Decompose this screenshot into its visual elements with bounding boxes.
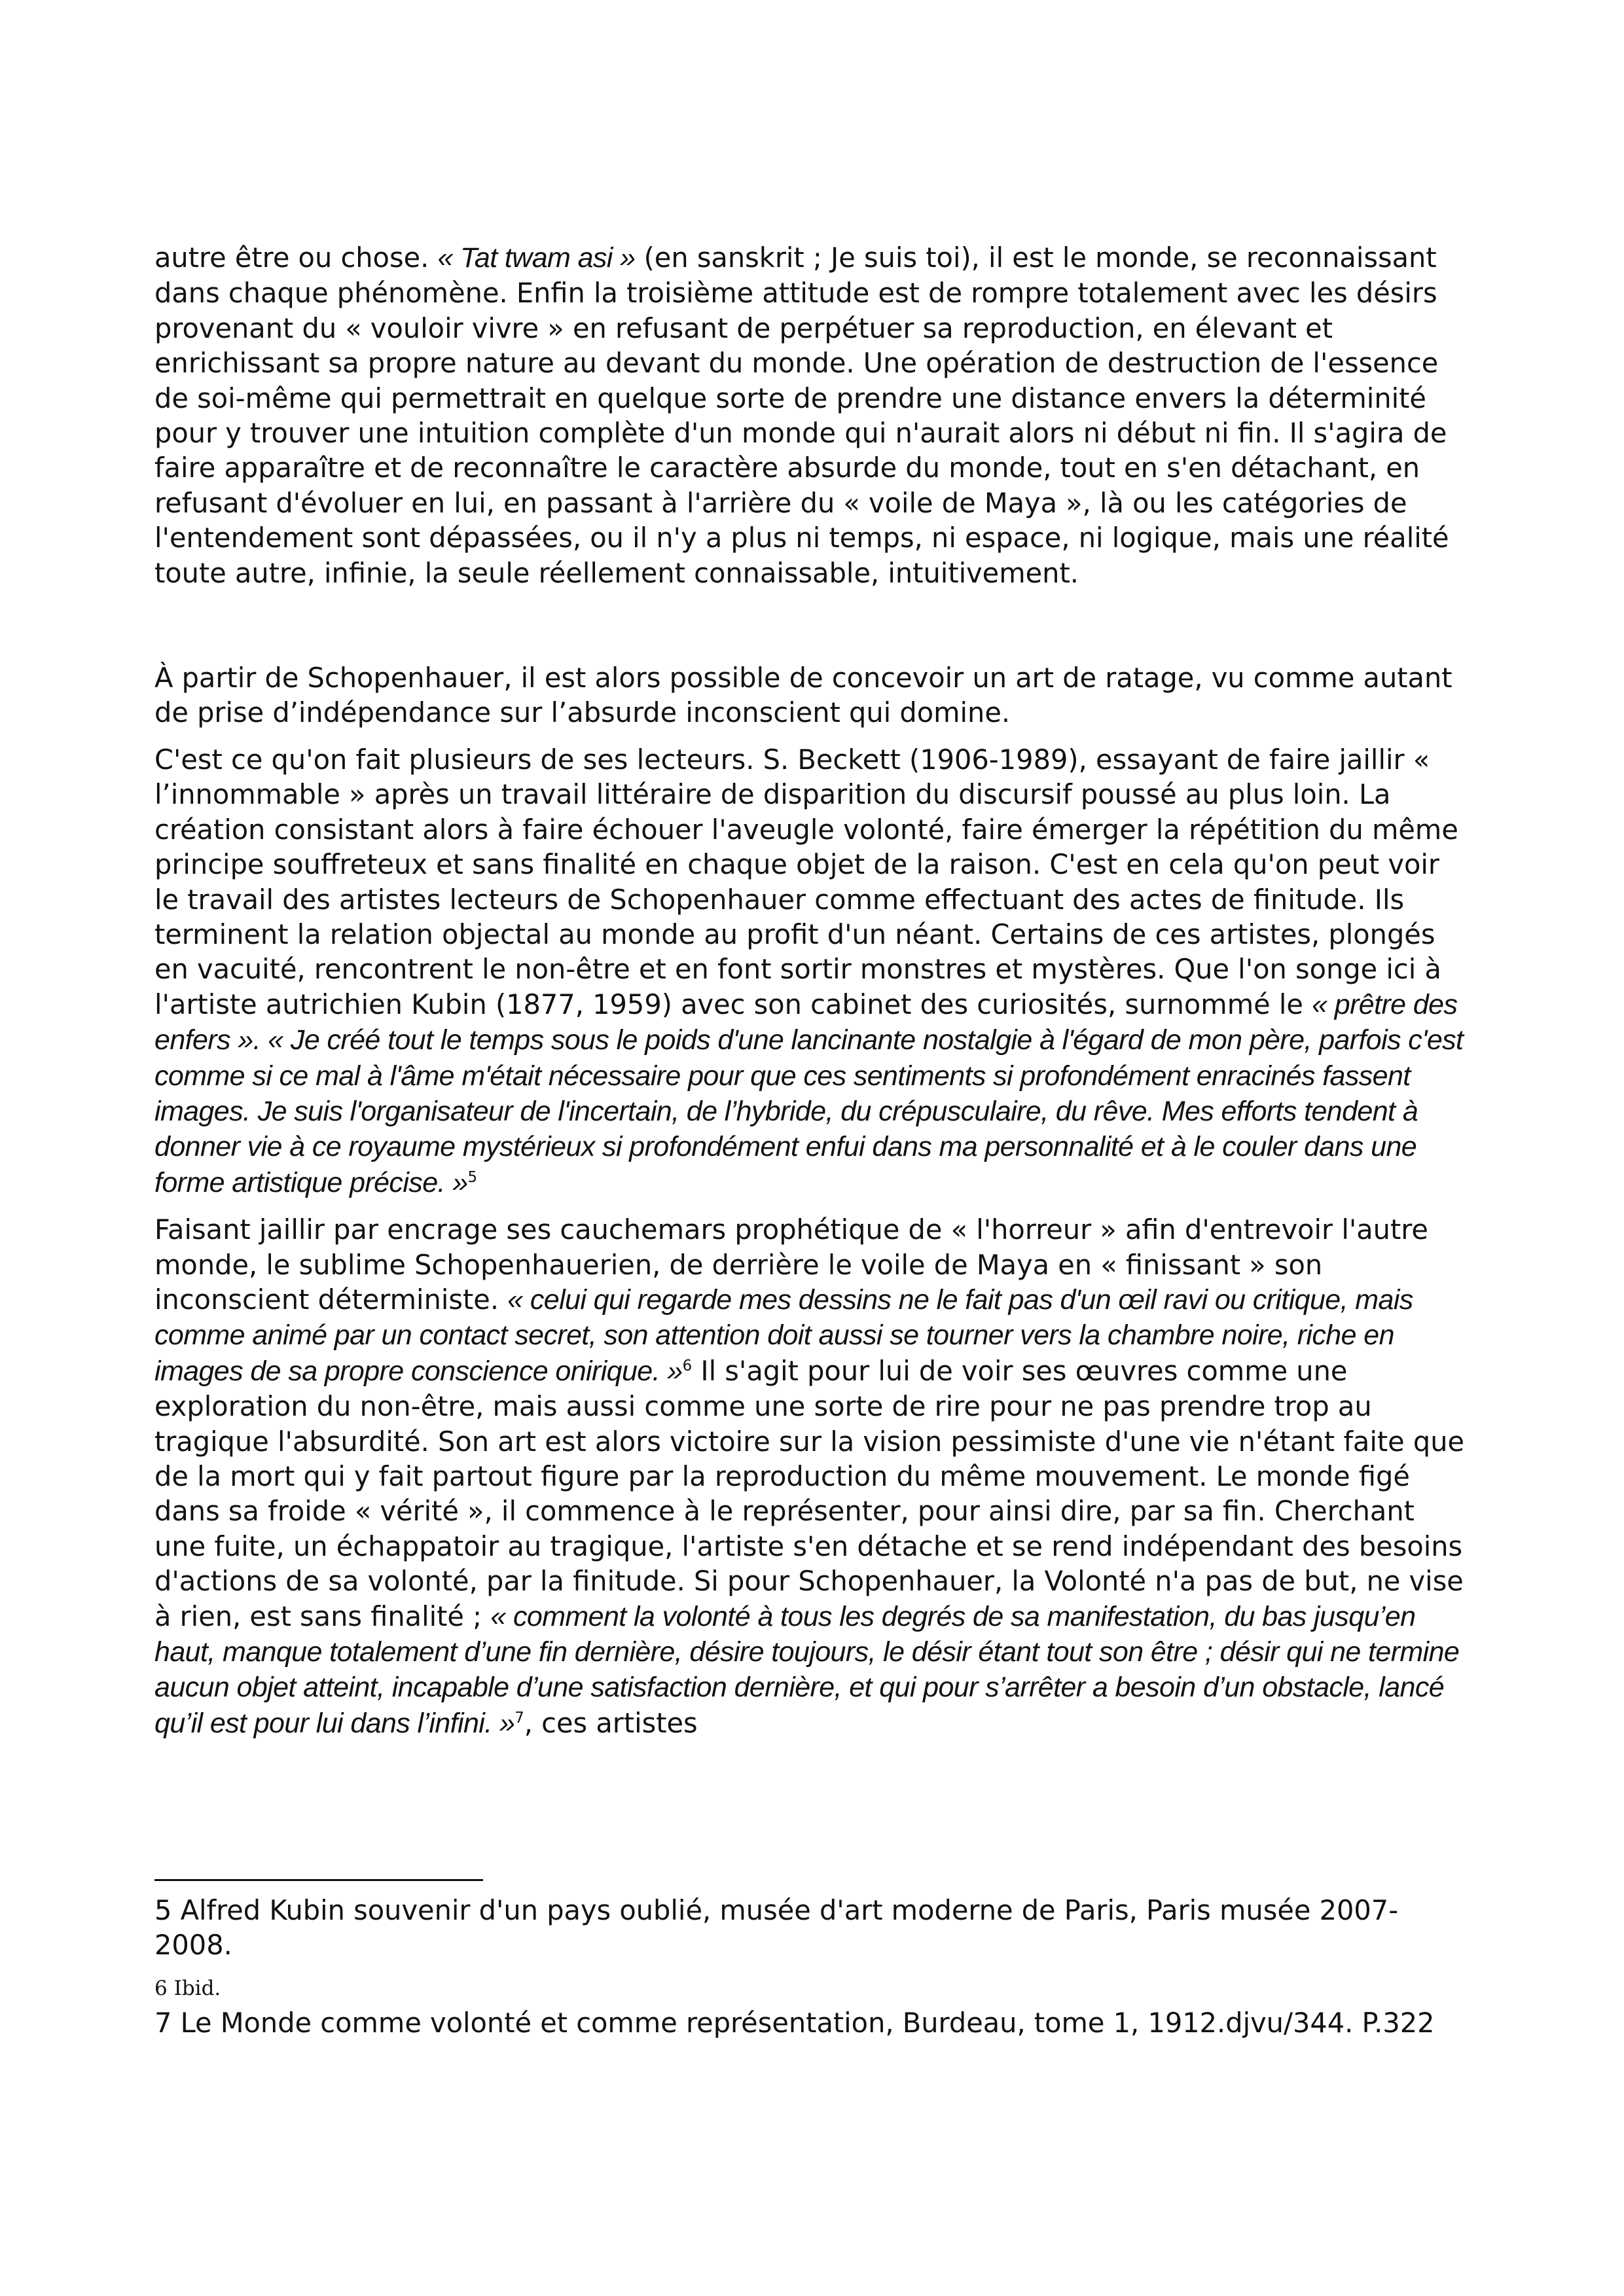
footnote-7: 7 Le Monde comme volonté et comme représentation, Burdeau, tome 1, 1912.djvu/344. P.322	[154, 2007, 1435, 2039]
pretre-des-enfers-quote: « prêtre des enfers ».	[154, 988, 1458, 1056]
footnote-ref-6[interactable]: 6	[682, 1357, 693, 1374]
paragraph-1-lead: autre être ou chose.	[154, 242, 438, 274]
paragraph-1	[154, 240, 1470, 590]
paragraph-3-body: C'est ce qu'on fait plusieurs de ses lecteurs. S. Beckett (1906-1989), essayant de faire jaillir « l’innommable » après un travail littéraire de disparition du discursif poussé au plus loin. La création consistant alors à faire échouer l'aveugle volonté, faire émerger la répétition du même principe souffreteux et sans finalité en chaque objet de la raison. C'est en cela qu'on peut voir le travail des artistes lecteurs de Schopenhauer comme effectuant des actes de finitude. Ils terminent la relation objectal au monde au profit d'un néant. Certains de ces artistes, plongés en vacuité, rencontrent le non-être et en font sortir monstres et mystères. Que l'on songe ici à l'artiste autrichien Kubin (1877, 1959) avec son cabinet des curiosités, surnommé le	[154, 743, 1458, 1020]
tat-twam-asi-quote: « Tat twam asi »	[437, 242, 636, 274]
paragraph-4	[154, 1212, 1470, 1741]
paragraph-3	[154, 742, 1470, 1200]
footnote-separator	[154, 1879, 483, 1881]
page-body	[154, 240, 1470, 1741]
footnote-6: 6 Ibid.	[154, 1977, 221, 2000]
paragraph-spacer	[154, 590, 1470, 660]
paragraph-spacer	[154, 1200, 1470, 1212]
footnote-ref-7[interactable]: 7	[514, 1710, 524, 1727]
paragraph-2: À partir de Schopenhauer, il est alors possible de concevoir un art de ratage, vu comme autant de prise d’indépendance sur l’absurde inconscient qui domine.	[154, 662, 1453, 729]
paragraph-4-body-1: Faisant jaillir par encrage ses cauchemars prophétique de « l'horreur » afin d'entrevoir l'autre monde, le sublime Schopenhauerien, de derrière le voile de Maya en « finissant » son inconscient déterministe.	[154, 1213, 1428, 1316]
kubin-quote: « Je créé tout le temps sous le poids d'une lancinante nostalgie à l'égard de mon père, parfois c'est comme si ce mal à l'âme m'était nécessaire pour que ces sentiments si profondément enracinés fassent images. Je suis l'organisateur de l'incertain, de l’hybride, du crépusculaire, du rêve. Mes efforts tendent à donner vie à ce royaume mystérieux si profondément enfui dans ma personnalité et à le couler dans une forme artistique précise. »	[154, 1024, 1464, 1198]
footnotes	[154, 1879, 1470, 2040]
footnote-5: 5 Alfred Kubin souvenir d'un pays oublié, musée d'art moderne de Paris, Paris musée 2007-2008.	[154, 1894, 1399, 1961]
footnote-ref-5[interactable]: 5	[467, 1168, 478, 1186]
paragraph-4-body-3: , ces artistes	[524, 1706, 698, 1739]
volonte-quote: « comment la volonté à tous les degrés de sa manifestation, du bas jusqu’en haut, manque totalement d’une fin dernière, désire toujours, le désir étant tout son être ; désir qui ne termine aucun objet atteint, incapable d’une satisfaction dernière, et qui pour s’arrêter a besoin d’un obstacle, lancé qu’il est pour lui dans l’infini. »	[154, 1600, 1460, 1739]
paragraph-4-body-2: Il s'agit pour lui de voir ses œuvres comme une exploration du non-être, mais aussi comme une sorte de rire pour ne pas prendre trop au tragique l'absurdité. Son art est alors victoire sur la vision pessimiste d'une vie n'étant faite que de la mort qui y fait partout figure par la reproduction du même mouvement. Le monde figé dans sa froide « vérité », il commence à le représenter, pour ainsi dire, par sa fin. Cherchant une fuite, un échappatoir au tragique, l'artiste s'en détache et se rend indépendant des besoins d'actions de sa volonté, par la finitude. Si pour Schopenhauer, la Volonté n'a pas de but, ne vise à rien, est sans finalité ;	[154, 1354, 1465, 1632]
paragraph-spacer	[154, 730, 1470, 742]
dessins-quote: « celui qui regarde mes dessins ne le fait pas d'un œil ravi ou critique, mais comme animé par un contact secret, son attention doit aussi se tourner vers la chambre noire, riche en images de sa propre conscience onirique. »	[154, 1283, 1413, 1387]
paragraph-1-body: (en sanskrit ; Je suis toi), il est le monde, se reconnaissant dans chaque phénomène. Enfin la troisième attitude est de rompre totalement avec les désirs provenant du « vouloir vivre » en refusant de perpétuer sa reproduction, en élevant et enrichissant sa propre nature au devant du monde. Une opération de destruction de l'essence de soi-même qui permettrait en quelque sorte de prendre une distance envers la déterminité pour y trouver une intuition complète d'un monde qui n'aurait alors ni début ni fin. Il s'agira de faire apparaître et de reconnaître le caractère absurde du monde, tout en s'en détachant, en refusant d'évoluer en lui, en passant à l'arrière du « voile de Maya », là ou les catégories de l'entendement sont dépassées, ou il n'y a plus ni temps, ni espace, ni logique, mais une réalité toute autre, infinie, la seule réellement connaissable, intuitivement.	[154, 242, 1449, 589]
